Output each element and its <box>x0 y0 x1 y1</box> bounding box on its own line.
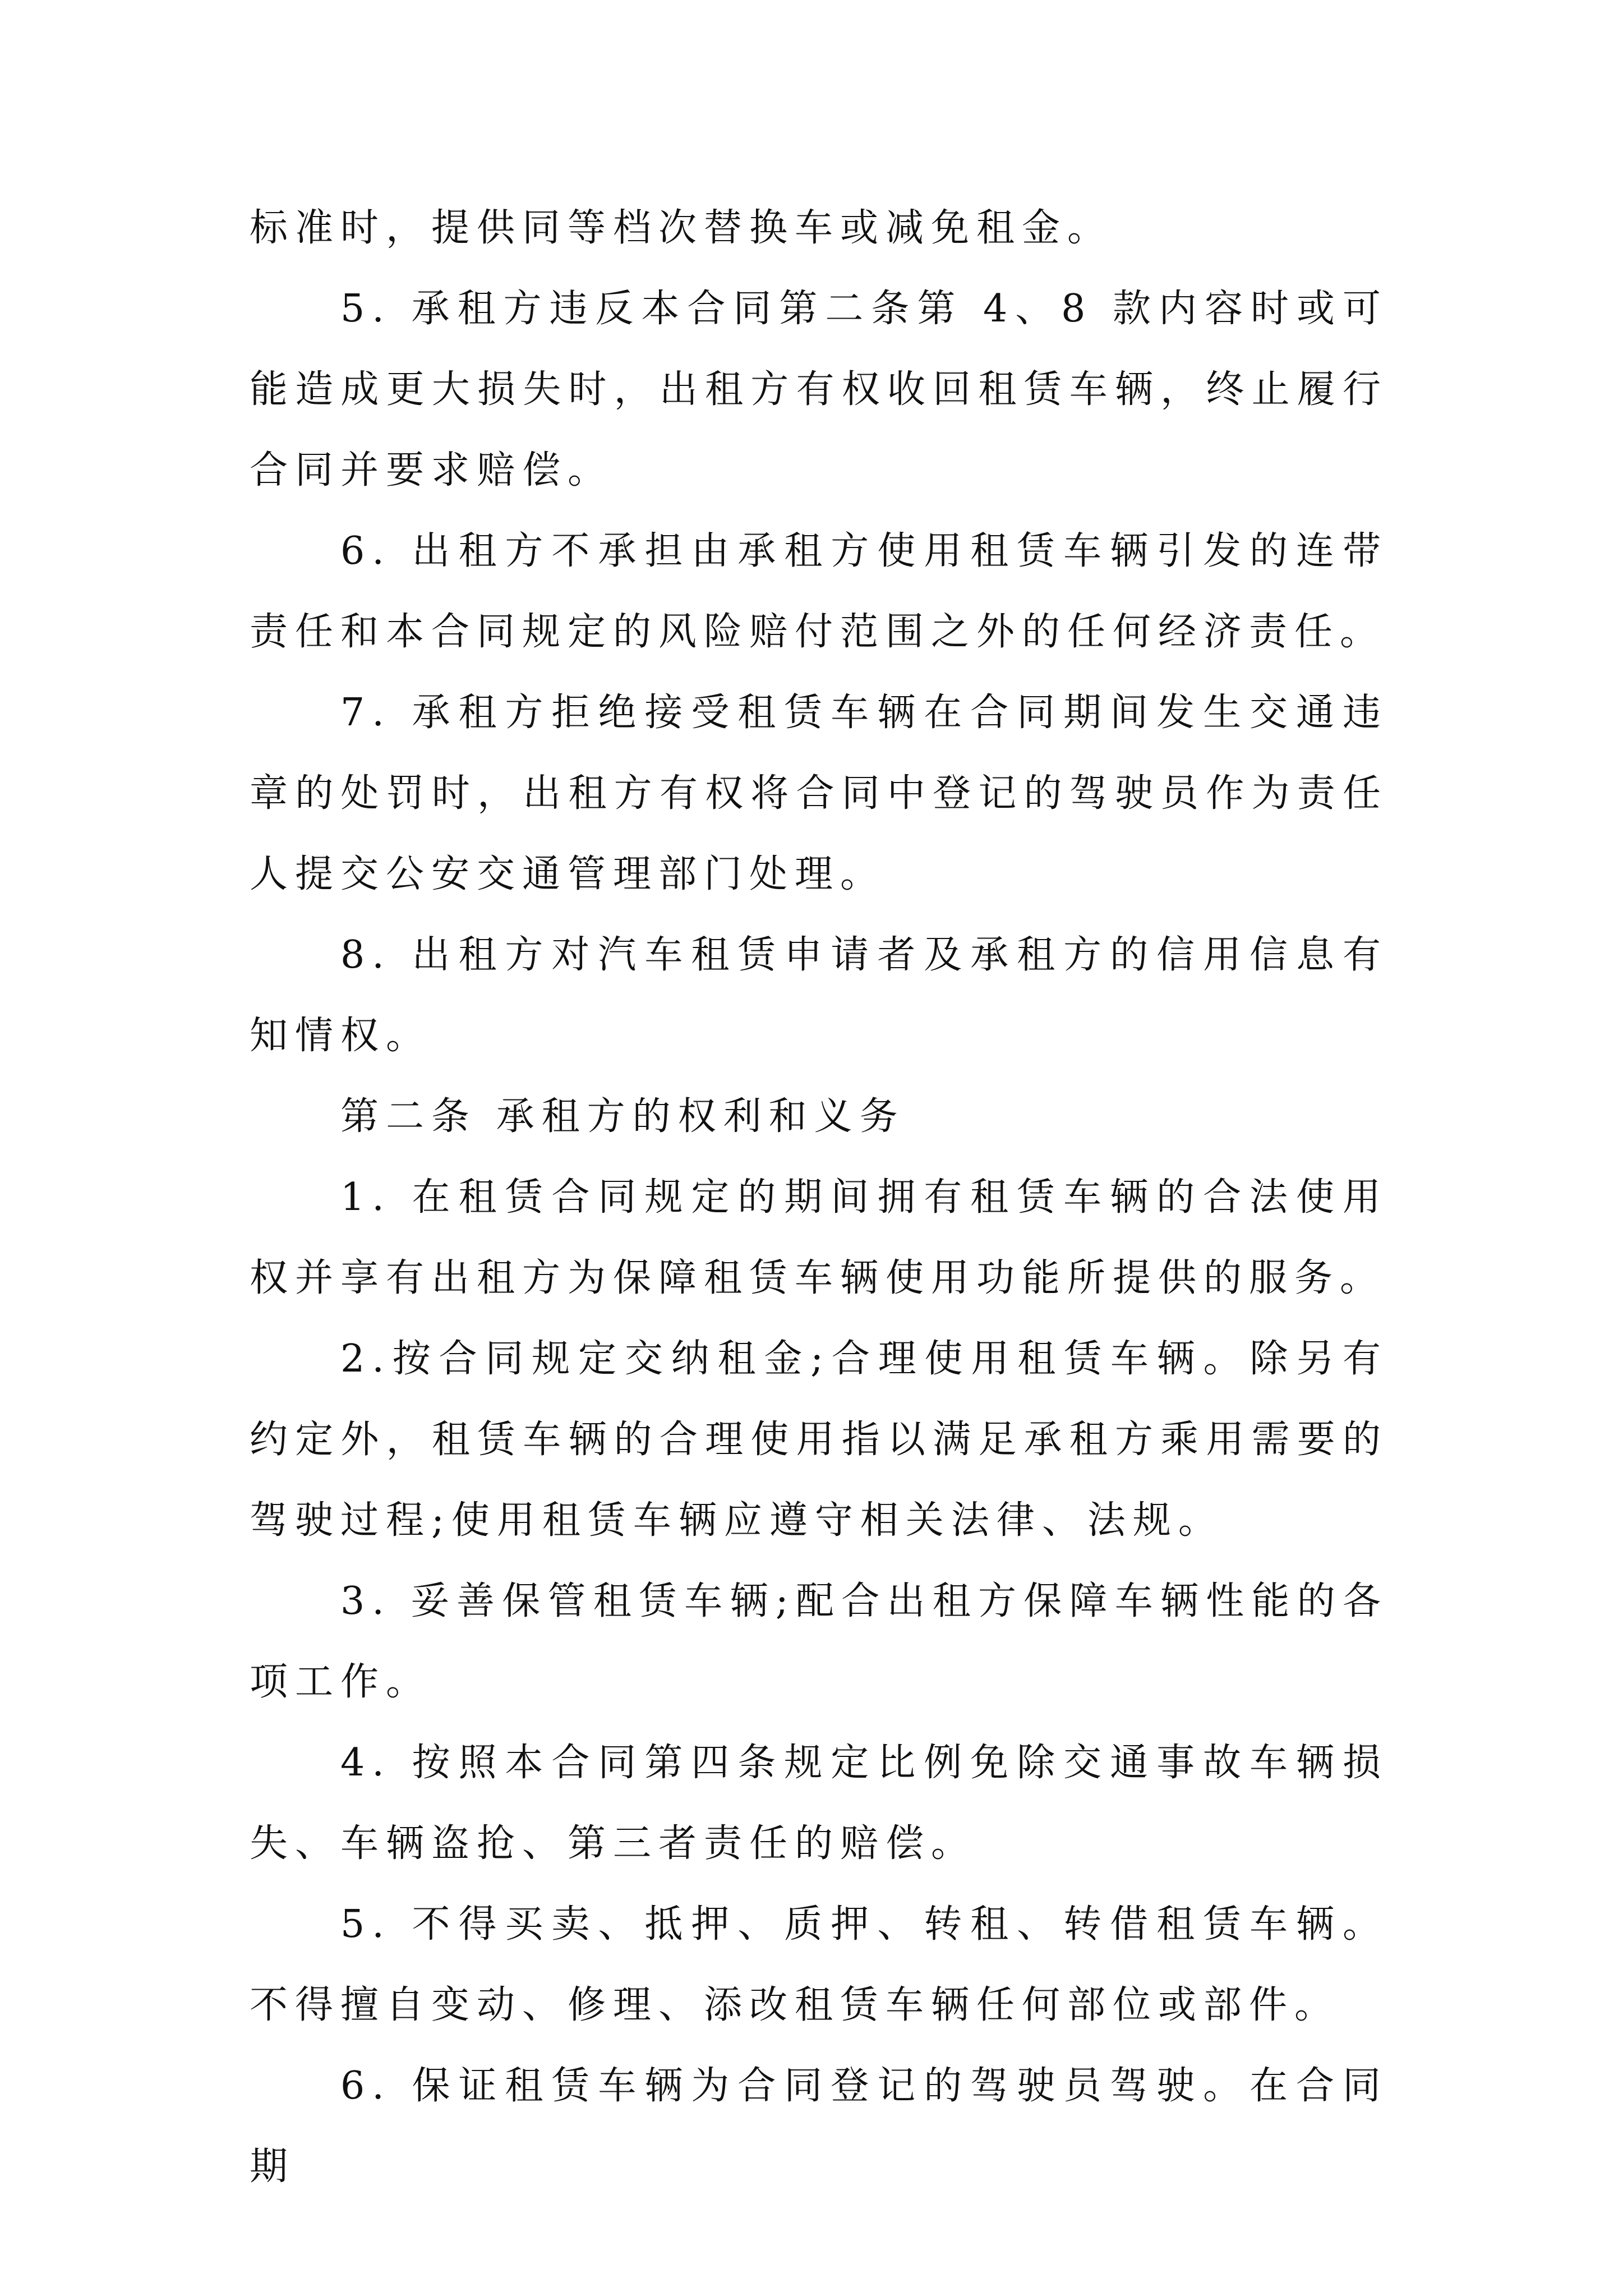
paragraph-article-2-clause-5: 5. 不得买卖、抵押、质押、转租、转借租赁车辆。不得擅自变动、修理、添改租赁车辆任何部位或部件。 <box>250 1902 1388 2027</box>
paragraph-clause-8: 8. 出租方对汽车租赁申请者及承租方的信用信息有知情权。 <box>250 933 1388 1058</box>
paragraph-clause-5: 5. 承租方违反本合同第二条第 4、8 款内容时或可能造成更大损失时，出租方有权收回租赁车辆，终止履行合同并要求赔偿。 <box>250 287 1388 493</box>
document-body <box>250 188 1388 2207</box>
section-heading-article-2: 第二条 承租方的权利和义务 <box>340 1094 905 1139</box>
paragraph-clause-7: 7. 承租方拒绝接受租赁车辆在合同期间发生交通违章的处罚时，出租方有权将合同中登记的驾驶员作为责任人提交公安交通管理部门处理。 <box>250 691 1388 896</box>
paragraph-article-2-clause-3: 3. 妥善保管租赁车辆;配合出租方保障车辆性能的各项工作。 <box>250 1579 1388 1704</box>
paragraph-continuation: 标准时，提供同等档次替换车或减免租金。 <box>250 206 1113 250</box>
paragraph-article-2-clause-6: 6. 保证租赁车辆为合同登记的驾驶员驾驶。在合同期 <box>250 2064 1388 2189</box>
paragraph-clause-6: 6. 出租方不承担由承租方使用租赁车辆引发的连带责任和本合同规定的风险赔付范围之外的任何经济责任。 <box>250 529 1388 654</box>
paragraph-article-2-clause-1: 1. 在租赁合同规定的期间拥有租赁车辆的合法使用权并享有出租方为保障租赁车辆使用功能所提供的服务。 <box>250 1175 1388 1300</box>
paragraph-article-2-clause-2: 2.按合同规定交纳租金;合理使用租赁车辆。除另有约定外，租赁车辆的合理使用指以满足承租方乘用需要的驾驶过程;使用租赁车辆应遵守相关法律、法规。 <box>250 1337 1388 1543</box>
paragraph-article-2-clause-4: 4. 按照本合同第四条规定比例免除交通事故车辆损失、车辆盗抢、第三者责任的赔偿。 <box>250 1741 1388 1866</box>
